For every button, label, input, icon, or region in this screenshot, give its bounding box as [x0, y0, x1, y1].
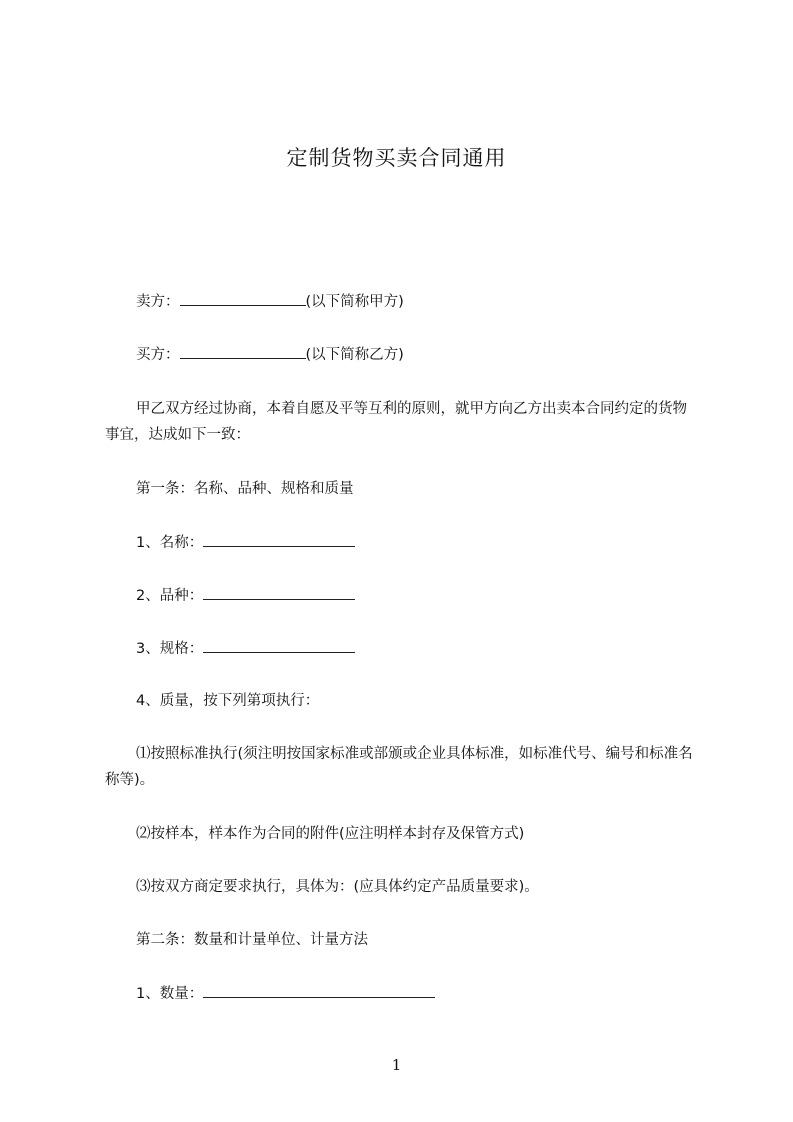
name-label: 1、名称：	[136, 535, 204, 551]
page-number: 1	[391, 1056, 402, 1074]
quality-item-2: ⑵按样本，样本作为合同的附件(应注明样本封存及保管方式)	[136, 826, 525, 842]
article1-heading: 第一条：名称、品种、规格和质量	[136, 481, 354, 497]
buyer-suffix: (以下简称乙方)	[305, 347, 404, 363]
quality-line: 4、质量，按下列第项执行：	[136, 693, 320, 709]
name-blank	[203, 532, 355, 547]
seller-suffix: (以下简称甲方)	[305, 294, 404, 310]
buyer-line	[136, 344, 404, 365]
quality-item-3: ⑶按双方商定要求执行，具体为：(应具体约定产品质量要求)。	[136, 879, 539, 895]
spec-blank	[203, 638, 355, 653]
seller-line	[136, 291, 404, 312]
buyer-blank	[180, 344, 306, 359]
quantity-label: 1、数量：	[136, 986, 204, 1002]
variety-label: 2、品种：	[136, 588, 204, 604]
quality-item-1: ⑴按照标准执行(须注明按国家标准或部颁或企业具体标准，如标准代号、编号和标准名称等)。	[105, 746, 693, 788]
buyer-label: 买方：	[136, 347, 180, 363]
variety-line	[136, 585, 355, 606]
quantity-line	[136, 983, 435, 1004]
quantity-blank	[203, 983, 435, 998]
intro-paragraph: 甲乙双方经过协商，本着自愿及平等互利的原则，就甲方向乙方出卖本合同约定的货物事宜，达成如下一致：	[105, 401, 687, 443]
name-line	[136, 532, 355, 553]
document-title: 定制货物买卖合同通用	[286, 146, 507, 170]
seller-blank	[180, 291, 306, 306]
spec-label: 3、规格：	[136, 641, 204, 657]
variety-blank	[203, 585, 355, 600]
article2-heading: 第二条：数量和计量单位、计量方法	[136, 932, 368, 948]
seller-label: 卖方：	[136, 294, 180, 310]
spec-line	[136, 638, 355, 659]
